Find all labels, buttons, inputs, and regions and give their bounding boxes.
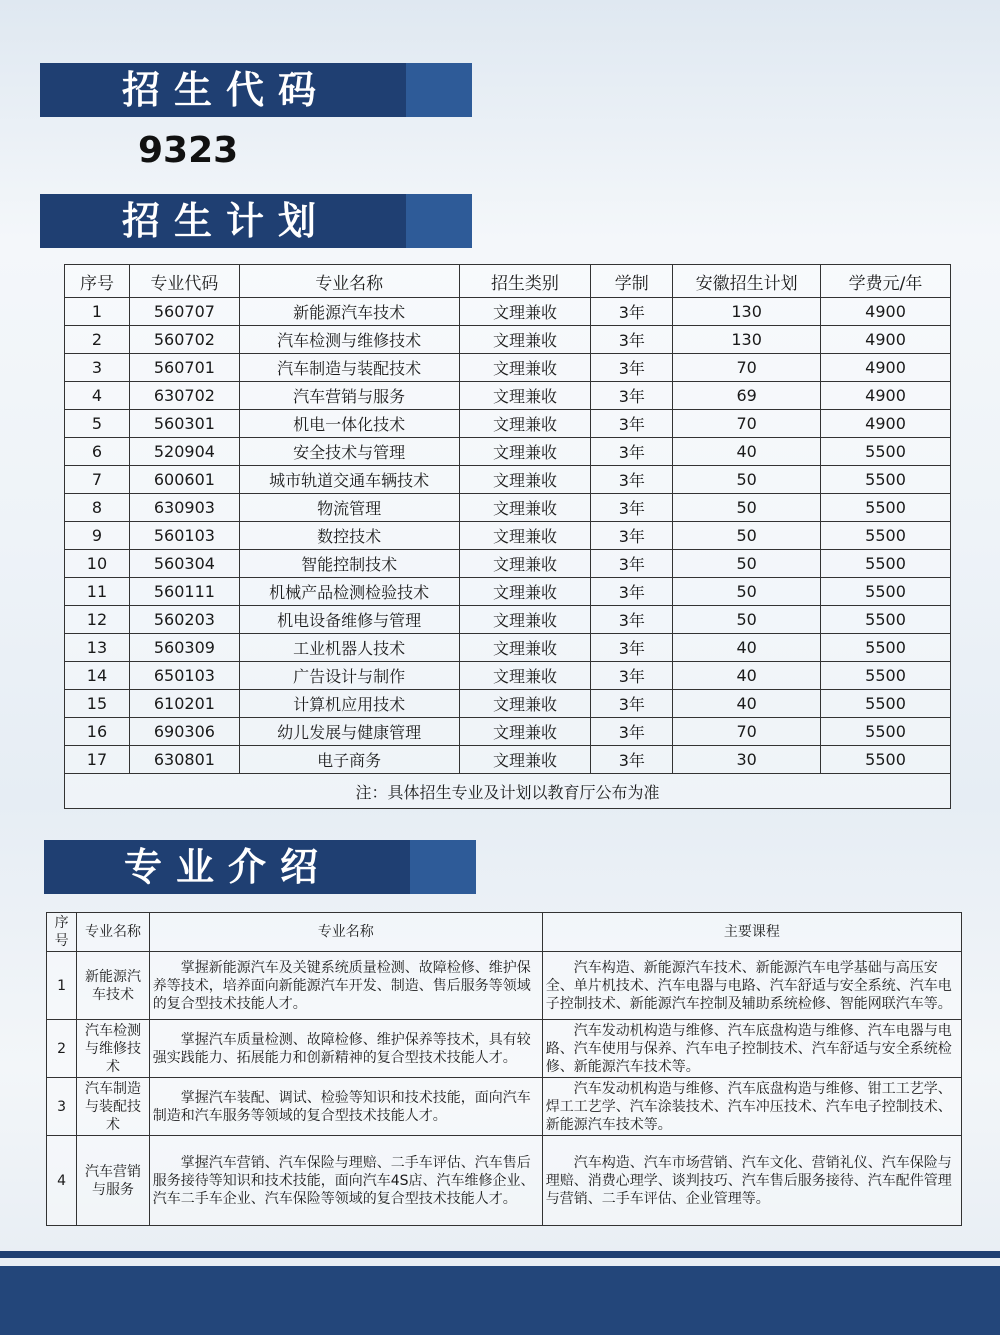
cell-code: 560111 — [129, 578, 239, 606]
cell-no: 3 — [65, 354, 130, 382]
cell-code: 560309 — [129, 634, 239, 662]
cell-no: 9 — [65, 522, 130, 550]
cell-category: 文理兼收 — [459, 354, 591, 382]
plan-header-row — [65, 265, 951, 298]
cell-duration: 3年 — [591, 298, 673, 326]
cell-tuition: 5500 — [821, 634, 951, 662]
cell-no: 5 — [65, 410, 130, 438]
cell-major: 智能控制技术 — [239, 550, 459, 578]
cell-quota: 70 — [673, 718, 821, 746]
table-row — [47, 952, 962, 1020]
cell-duration: 3年 — [591, 382, 673, 410]
cell-quota: 50 — [673, 606, 821, 634]
cell-category: 文理兼收 — [459, 634, 591, 662]
intro-title: 专业介绍 — [124, 845, 333, 889]
cell-no: 13 — [65, 634, 130, 662]
table-row — [65, 298, 951, 326]
intro-courses: 汽车发动机构造与维修、汽车底盘构造与维修、汽车电器与电路、汽车使用与保养、汽车电子控制技术、汽车舒适与安全系统检修、新能源汽车技术等。 — [542, 1020, 961, 1078]
cell-category: 文理兼收 — [459, 606, 591, 634]
cell-major: 计算机应用技术 — [239, 690, 459, 718]
cell-category: 文理兼收 — [459, 410, 591, 438]
intro-header-name: 专业名称 — [77, 913, 150, 952]
cell-major: 汽车制造与装配技术 — [239, 354, 459, 382]
intro-header-courses: 主要课程 — [542, 913, 961, 952]
cell-category: 文理兼收 — [459, 326, 591, 354]
table-row — [47, 1020, 962, 1078]
cell-major: 机械产品检测检验技术 — [239, 578, 459, 606]
cell-category: 文理兼收 — [459, 522, 591, 550]
cell-duration: 3年 — [591, 494, 673, 522]
cell-tuition: 5500 — [821, 746, 951, 774]
cell-quota: 40 — [673, 662, 821, 690]
cell-code: 630903 — [129, 494, 239, 522]
cell-duration: 3年 — [591, 634, 673, 662]
cell-no: 14 — [65, 662, 130, 690]
col-header-tuition: 学费元/年 — [821, 265, 951, 298]
cell-code: 560702 — [129, 326, 239, 354]
table-row — [47, 1136, 962, 1226]
cell-duration: 3年 — [591, 746, 673, 774]
cell-major: 安全技术与管理 — [239, 438, 459, 466]
cell-tuition: 5500 — [821, 522, 951, 550]
cell-duration: 3年 — [591, 550, 673, 578]
cell-category: 文理兼收 — [459, 298, 591, 326]
table-row — [65, 690, 951, 718]
cell-major: 广告设计与制作 — [239, 662, 459, 690]
col-header-code: 专业代码 — [129, 265, 239, 298]
cell-category: 文理兼收 — [459, 382, 591, 410]
enrollment-plan-table — [64, 264, 951, 809]
cell-code: 560707 — [129, 298, 239, 326]
cell-duration: 3年 — [591, 354, 673, 382]
cell-major: 城市轨道交通车辆技术 — [239, 466, 459, 494]
intro-header-no: 序号 — [47, 913, 77, 952]
table-row — [65, 494, 951, 522]
cell-tuition: 4900 — [821, 410, 951, 438]
cell-duration: 3年 — [591, 326, 673, 354]
table-row — [65, 326, 951, 354]
cell-tuition: 5500 — [821, 466, 951, 494]
cell-tuition: 5500 — [821, 662, 951, 690]
table-row — [65, 522, 951, 550]
cell-code: 560304 — [129, 550, 239, 578]
cell-category: 文理兼收 — [459, 662, 591, 690]
intro-no: 2 — [47, 1020, 77, 1078]
cell-code: 560203 — [129, 606, 239, 634]
cell-major: 新能源汽车技术 — [239, 298, 459, 326]
col-header-major: 专业名称 — [239, 265, 459, 298]
cell-code: 520904 — [129, 438, 239, 466]
cell-major: 汽车检测与维修技术 — [239, 326, 459, 354]
cell-major: 物流管理 — [239, 494, 459, 522]
cell-quota: 70 — [673, 354, 821, 382]
cell-quota: 50 — [673, 578, 821, 606]
cell-tuition: 4900 — [821, 298, 951, 326]
cell-no: 7 — [65, 466, 130, 494]
intro-no: 3 — [47, 1078, 77, 1136]
cell-no: 11 — [65, 578, 130, 606]
cell-tuition: 5500 — [821, 606, 951, 634]
cell-quota: 50 — [673, 494, 821, 522]
cell-category: 文理兼收 — [459, 718, 591, 746]
cell-major: 数控技术 — [239, 522, 459, 550]
table-row — [65, 550, 951, 578]
cell-category: 文理兼收 — [459, 494, 591, 522]
cell-no: 1 — [65, 298, 130, 326]
cell-code: 600601 — [129, 466, 239, 494]
table-row — [65, 410, 951, 438]
intro-major-name: 汽车制造与装配技术 — [77, 1078, 150, 1136]
table-row — [65, 438, 951, 466]
cell-quota: 40 — [673, 634, 821, 662]
cell-no: 12 — [65, 606, 130, 634]
intro-description: 掌握汽车质量检测、故障检修、维护保养等技术，具有较强实践能力、拓展能力和创新精神的复合型技术技能人才。 — [149, 1020, 542, 1078]
plan-title: 招生计划 — [122, 199, 331, 243]
plan-note-row — [65, 774, 951, 809]
table-row — [65, 606, 951, 634]
enrollment-code: 9323 — [138, 130, 239, 171]
cell-major: 机电设备维修与管理 — [239, 606, 459, 634]
cell-quota: 40 — [673, 438, 821, 466]
table-row — [65, 746, 951, 774]
cell-code: 560301 — [129, 410, 239, 438]
col-header-category: 招生类别 — [459, 265, 591, 298]
cell-tuition: 5500 — [821, 494, 951, 522]
cell-duration: 3年 — [591, 410, 673, 438]
banner-stripe — [410, 840, 476, 894]
cell-code: 690306 — [129, 718, 239, 746]
table-row — [47, 1078, 962, 1136]
cell-code: 630801 — [129, 746, 239, 774]
cell-tuition: 4900 — [821, 354, 951, 382]
cell-no: 4 — [65, 382, 130, 410]
intro-no: 1 — [47, 952, 77, 1020]
cell-code: 610201 — [129, 690, 239, 718]
plan-note: 注：具体招生专业及计划以教育厅公布为准 — [65, 774, 951, 809]
table-row — [65, 466, 951, 494]
cell-category: 文理兼收 — [459, 690, 591, 718]
cell-no: 2 — [65, 326, 130, 354]
cell-duration: 3年 — [591, 662, 673, 690]
cell-code: 630702 — [129, 382, 239, 410]
intro-header-desc: 专业名称 — [149, 913, 542, 952]
cell-quota: 130 — [673, 298, 821, 326]
cell-duration: 3年 — [591, 438, 673, 466]
banner-stripe — [406, 194, 472, 248]
cell-duration: 3年 — [591, 578, 673, 606]
cell-no: 6 — [65, 438, 130, 466]
cell-tuition: 4900 — [821, 326, 951, 354]
cell-duration: 3年 — [591, 690, 673, 718]
cell-duration: 3年 — [591, 522, 673, 550]
cell-no: 17 — [65, 746, 130, 774]
intro-major-name: 汽车营销与服务 — [77, 1136, 150, 1226]
cell-quota: 50 — [673, 550, 821, 578]
intro-major-name: 新能源汽车技术 — [77, 952, 150, 1020]
cell-no: 16 — [65, 718, 130, 746]
table-row — [65, 354, 951, 382]
cell-tuition: 5500 — [821, 718, 951, 746]
code-banner — [40, 63, 472, 117]
cell-tuition: 5500 — [821, 690, 951, 718]
cell-quota: 69 — [673, 382, 821, 410]
cell-quota: 50 — [673, 466, 821, 494]
cell-quota: 50 — [673, 522, 821, 550]
table-row — [65, 662, 951, 690]
cell-no: 15 — [65, 690, 130, 718]
table-row — [65, 634, 951, 662]
footer-bar — [0, 1266, 1000, 1335]
cell-tuition: 5500 — [821, 438, 951, 466]
intro-description: 掌握汽车营销、汽车保险与理赔、二手车评估、汽车售后服务接待等知识和技术技能，面向汽车4S店、汽车维修企业、汽车二手车企业、汽车保险等领域的复合型技术技能人才。 — [149, 1136, 542, 1226]
cell-category: 文理兼收 — [459, 578, 591, 606]
cell-category: 文理兼收 — [459, 438, 591, 466]
cell-no: 8 — [65, 494, 130, 522]
intro-no: 4 — [47, 1136, 77, 1226]
cell-tuition: 4900 — [821, 382, 951, 410]
footer-line — [0, 1251, 1000, 1258]
major-intro-table — [46, 912, 962, 1226]
cell-no: 10 — [65, 550, 130, 578]
col-header-quota: 安徽招生计划 — [673, 265, 821, 298]
cell-category: 文理兼收 — [459, 746, 591, 774]
cell-category: 文理兼收 — [459, 466, 591, 494]
intro-courses: 汽车发动机构造与维修、汽车底盘构造与维修、钳工工艺学、焊工工艺学、汽车涂装技术、汽车冲压技术、汽车电子控制技术、新能源汽车技术等。 — [542, 1078, 961, 1136]
cell-tuition: 5500 — [821, 578, 951, 606]
plan-banner — [40, 194, 472, 248]
cell-major: 汽车营销与服务 — [239, 382, 459, 410]
intro-major-name: 汽车检测与维修技术 — [77, 1020, 150, 1078]
cell-quota: 70 — [673, 410, 821, 438]
cell-category: 文理兼收 — [459, 550, 591, 578]
cell-duration: 3年 — [591, 606, 673, 634]
cell-duration: 3年 — [591, 466, 673, 494]
intro-header-row — [47, 913, 962, 952]
col-header-duration: 学制 — [591, 265, 673, 298]
cell-tuition: 5500 — [821, 550, 951, 578]
table-row — [65, 382, 951, 410]
cell-quota: 30 — [673, 746, 821, 774]
cell-code: 650103 — [129, 662, 239, 690]
cell-major: 幼儿发展与健康管理 — [239, 718, 459, 746]
intro-banner — [44, 840, 476, 894]
table-row — [65, 578, 951, 606]
cell-major: 机电一体化技术 — [239, 410, 459, 438]
code-title: 招生代码 — [122, 68, 331, 112]
banner-stripe — [406, 63, 472, 117]
cell-major: 工业机器人技术 — [239, 634, 459, 662]
intro-description: 掌握汽车装配、调试、检验等知识和技术技能，面向汽车制造和汽车服务等领域的复合型技术技能人才。 — [149, 1078, 542, 1136]
cell-quota: 40 — [673, 690, 821, 718]
cell-code: 560103 — [129, 522, 239, 550]
cell-quota: 130 — [673, 326, 821, 354]
intro-description: 掌握新能源汽车及关键系统质量检测、故障检修、维护保养等技术，培养面向新能源汽车开发、制造、售后服务等领域的复合型技术技能人才。 — [149, 952, 542, 1020]
cell-duration: 3年 — [591, 718, 673, 746]
table-row — [65, 718, 951, 746]
col-header-no: 序号 — [65, 265, 130, 298]
cell-code: 560701 — [129, 354, 239, 382]
intro-courses: 汽车构造、新能源汽车技术、新能源汽车电学基础与高压安全、单片机技术、汽车电器与电路、汽车舒适与安全系统、汽车电子控制技术、新能源汽车控制及辅助系统检修、智能网联汽车等。 — [542, 952, 961, 1020]
intro-courses: 汽车构造、汽车市场营销、汽车文化、营销礼仪、汽车保险与理赔、消费心理学、谈判技巧、汽车售后服务接待、汽车配件管理与营销、二手车评估、企业管理等。 — [542, 1136, 961, 1226]
cell-major: 电子商务 — [239, 746, 459, 774]
